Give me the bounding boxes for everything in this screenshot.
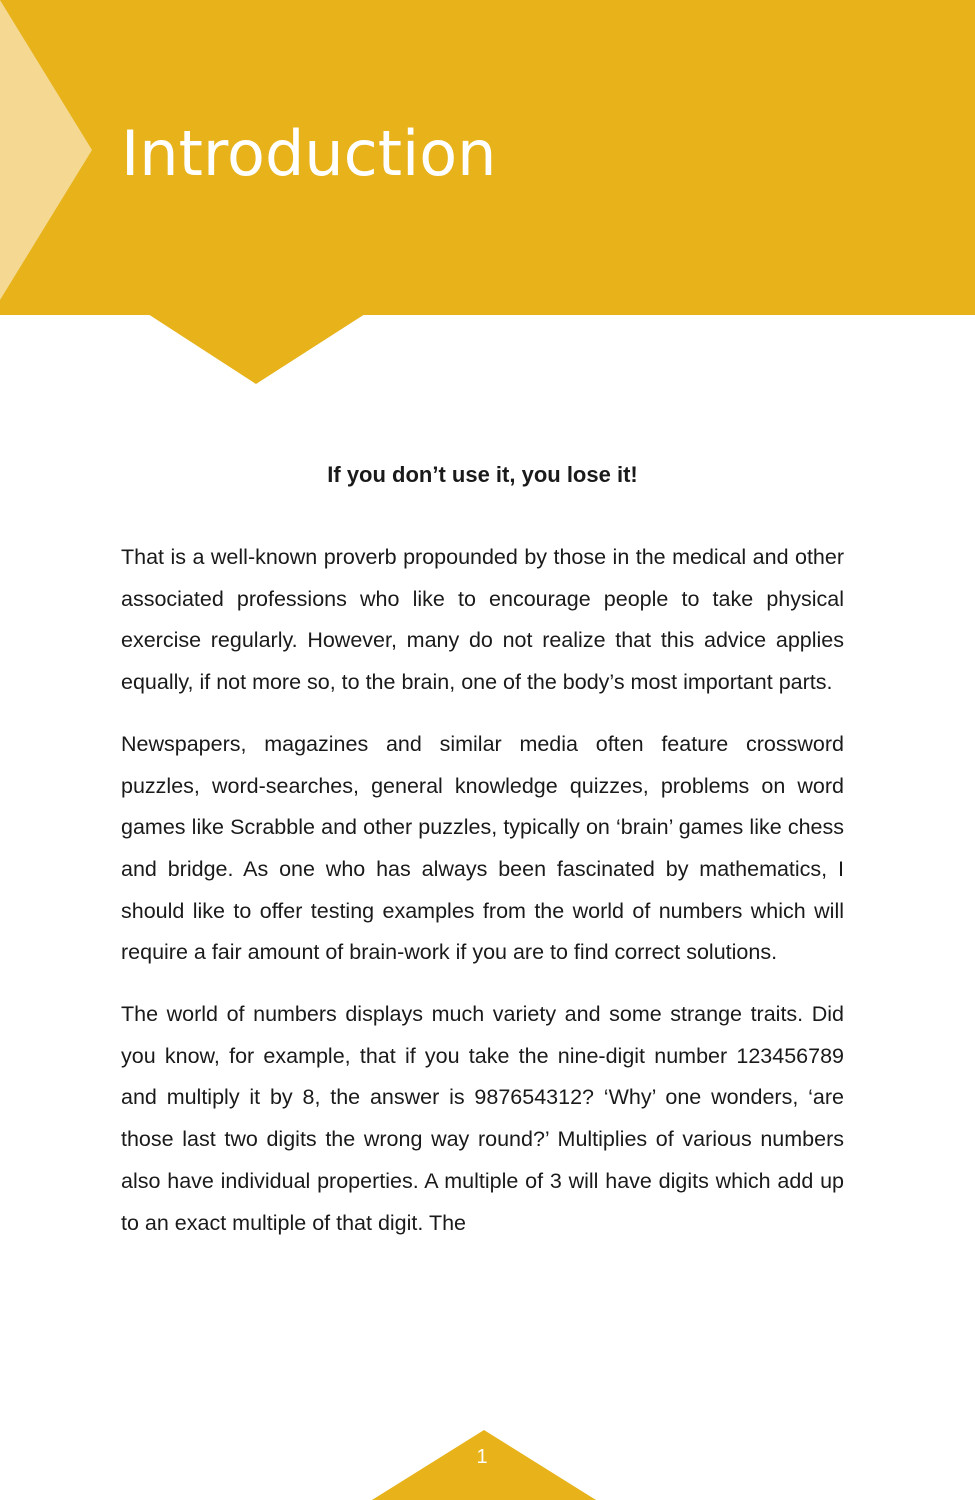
left-chevron-shape [0,0,92,300]
paragraph-2: Newspapers, magazines and similar media often feature crossword puzzles, word-searches, general knowledge quizzes, problems on word games like Scrabble and other puzzles, typically on ‘brain’ games like chess and bridge. As one who has always been fascinated by mathematics, I should like to offer testing examples from the world of numbers which will require a fair amount of brain-work if you are to find correct solutions. [121,731,844,965]
subheading: If you don’t use it, you lose it! [327,462,638,487]
chapter-title: Introduction [121,117,497,190]
page-number: 1 [476,1446,488,1468]
paragraph-1: That is a well-known proverb propounded by those in the medical and other associated professions who like to encourage people to take physical exercise regularly. However, many do not realize that this advice applies equally, if not more so, to the brain, one of the body’s most important parts. [121,545,844,695]
header-pointer-shape [148,314,365,384]
body-text [121,537,844,1264]
paragraph-3: The world of numbers displays much variety and some strange traits. Did you know, for example, that if you take the nine-digit number 123456789 and multiply it by 8, the answer is 987654312? ‘Why’ one wonders, ‘are those last two digits the wrong way round?’ Multiplies of various numbers also have individual properties. A multiple of 3 will have digits which add up to an exact multiple of that digit. The [121,1002,844,1235]
